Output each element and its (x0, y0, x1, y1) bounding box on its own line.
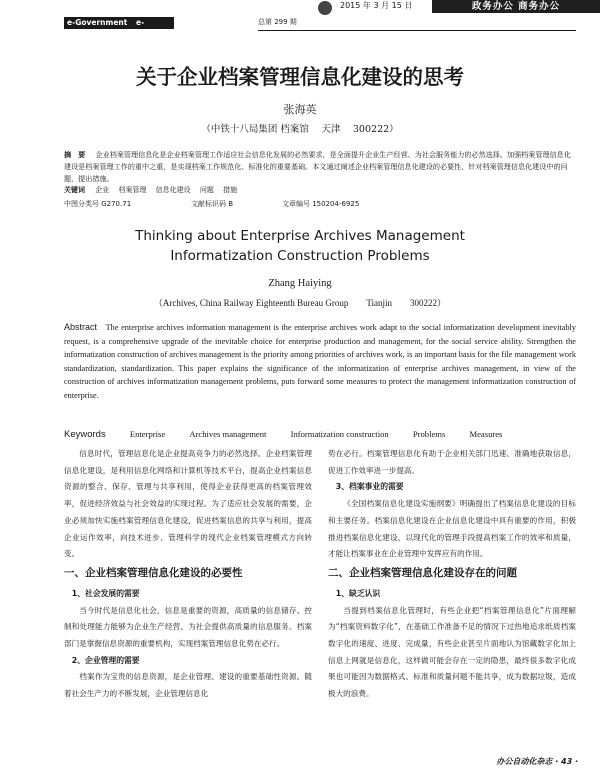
header-tag-bar (64, 17, 174, 39)
section-banner: 政务办公 商务办公 (432, 0, 600, 13)
header-tag-egov: e-Government (67, 18, 128, 27)
body-paragraph: 势在必行。档案管理信息化有助于企业相关部门迅速、准确地获取信息，促进工作效率进一步提高。 (328, 449, 576, 475)
abstract-cn (64, 149, 576, 185)
article-title-cn: 关于企业档案管理信息化建设的思考 (136, 65, 464, 89)
issue-date: 2015 年 3 月 15 日 (340, 1, 413, 10)
header-tag-ebiz: e-Business (136, 18, 174, 39)
header-rule (258, 30, 576, 31)
author-cn: 张海英 (283, 103, 317, 116)
abstract-cn-label: 摘 要 (64, 150, 86, 159)
header-circle-icon (318, 1, 332, 15)
article-title-en-line1: Thinking about Enterprise Archives Management (135, 228, 465, 244)
keyword-en: Measures (469, 429, 503, 439)
subsection-heading: 1、社会发展的需要 (71, 588, 140, 598)
section-heading: 二、企业档案管理信息化建设存在的问题 (328, 566, 517, 579)
keywords-en-label: Keywords (64, 429, 106, 440)
article-title-en (0, 226, 600, 266)
subsection-heading: 3、档案事业的需要 (335, 482, 404, 492)
article-number: 文章编号 150204-6925 (282, 200, 360, 208)
subsection-heading: 1、缺乏认识 (335, 588, 381, 598)
keywords-cn-label: 关键词 (64, 186, 85, 194)
abstract-en (64, 321, 576, 402)
body-paragraph: 《全国档案信息化建设实施纲要》明确提出了档案信息化建设的目标和主要任务。档案信息化建设在企业信息化建设中具有重要的作用，积极推进档案信息化建设，以现代化的管理手段提高档案工作的效率和质量，才能让档案事业在企业管理中发挥应有的作用。 (328, 499, 576, 559)
abstract-en-text: The enterprise archives information management is the enterprise archives work adapt to the social informatization development inevitably request, is a comprehensive upgrade of the inevitable choice for enterprise production and management, for the social service ability. Strengthen the informatization construction of archives management is the priority among priorities of archives work, is an important basis for the file management work standardization, standardization. This paper explains the significance of the informatization of enterprise archives management, in view of the construction of archives informatization management problems, puts forward some measures to protect the management informatization construction of enterprise. (64, 323, 576, 400)
keywords-en (64, 429, 502, 440)
affiliation-cn: （中铁十八局集团 档案馆 天津 300222） (201, 124, 399, 135)
keyword-en: Enterprise (129, 429, 166, 439)
keywords-cn-text: 企业 档案管理 信息化建设 问题 措施 (95, 186, 238, 194)
keyword-en: Problems (412, 429, 446, 439)
abstract-cn-text: 企业档案管理信息化是企业档案管理工作适应社会信息化发展的必然要求，是全面提升企业生产经营、为社会服务能力的必然选择。加强档案管理信息化建设是档案管理工作的重中之重，是实现档案工作规范化、标准化的重要基础。本文通过阐述企业档案管理信息化建设的必要性、针对档案管理信息化建设中的问题，提出措施。 (64, 150, 571, 183)
keyword-en: Archives management (189, 429, 267, 439)
keyword-en: Informatization construction (290, 429, 389, 439)
body-paragraph: 当今时代是信息化社会，信息是重要的资源，高质量的信息储存、控制和处理能力能够为企业生产经营、为社会提供高质量的信息服务。档案部门是掌握信息资源的重要机构，实现档案管理信息化势在必行。 (64, 605, 312, 649)
body-column-left (64, 446, 312, 703)
body-paragraph: 信息时代，管理信息化是企业提高竞争力的必然选择。企业档案管理信息化建设，是利用信息化网络和计算机等技术平台，提高企业档案信息资源的整合、保存、管理与共享利用，使得企业获得更高的档案管理效率，促进经济效益与社会效益的实现过程。为了适应社会发展的需要，企业必须加快实施档案管理信息化建设，促进档案信息的共享与利用，提高企业运作效率，向技术进步、管理科学的现代企业档案管理模式方向转变。 (64, 449, 312, 559)
abstract-en-label: Abstract (64, 322, 98, 332)
article-title-en-line2: Informatization Construction Problems (170, 248, 430, 264)
document-code: 文献标识码 B (191, 200, 234, 208)
body-column-right (328, 446, 576, 703)
section-heading: 一、企业档案管理信息化建设的必要性 (64, 566, 243, 579)
page-footer: 办公自动化杂志 · 43 · (496, 757, 578, 766)
author-en: Zhang Haiying (268, 278, 332, 289)
body-paragraph: 档案作为宝贵的信息资源，是企业管理、建设的重要基础性资源。随着社会生产力的不断发展，企业管理信息化 (64, 672, 312, 699)
clc-number: 中图分类号 G270.71 (64, 200, 132, 208)
keywords-cn (64, 185, 237, 195)
subsection-heading: 2、企业管理的需要 (71, 655, 140, 665)
affiliation-en: （Archives, China Railway Eighteenth Bureau Group Tianjin 300222） (153, 298, 447, 308)
body-paragraph: 当提到档案信息化管理时，有些企业把“档案管理信息化”片面理解为“档案资料数字化”，在基础工作准备不足的情况下过热地追求纸质档案数字化的速度、进度、完成量，有些企业甚至片面地认为馆藏数字化加上信息上网就是信息化，这样做可能会存在一定的隐患，最终很多数字化成果也可能因为数据格式、标准和质量问题不能共享，成为数据垃圾，造成极大的浪费。 (328, 605, 576, 699)
issue-number: 总第 299 期 (258, 18, 297, 26)
